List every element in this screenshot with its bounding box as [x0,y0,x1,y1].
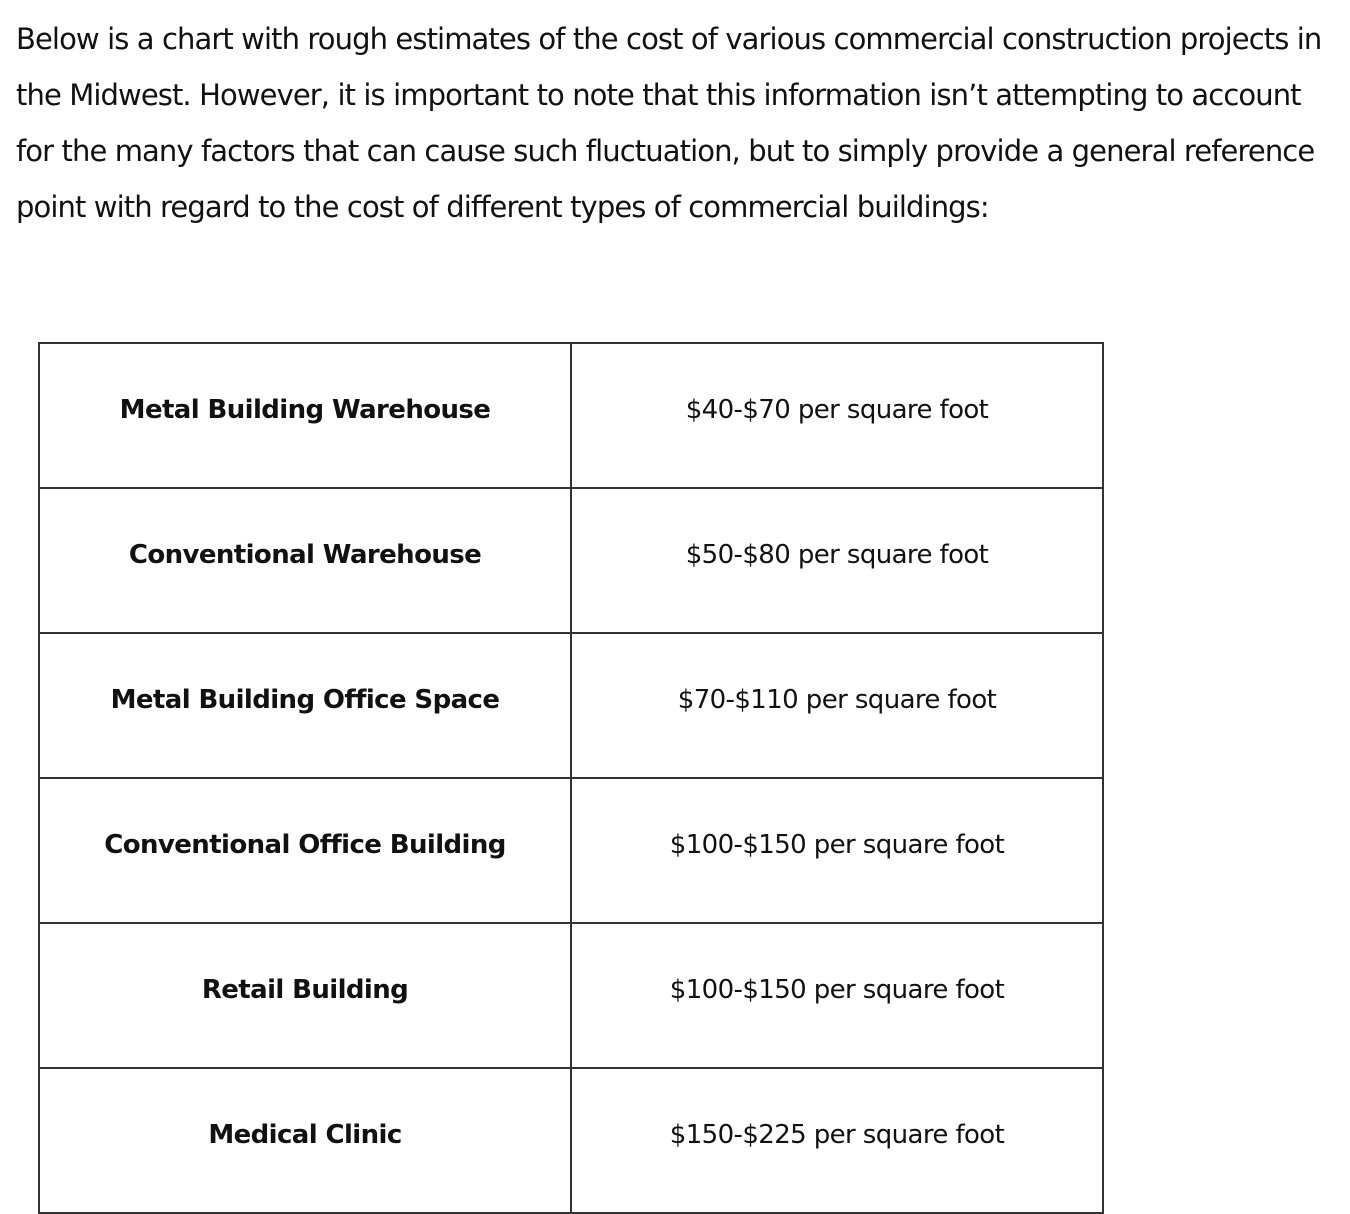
table-row [39,923,1103,1068]
building-type-cell: Medical Clinic [39,1068,571,1213]
table-row [39,488,1103,633]
cost-cell: $100-$150 per square foot [571,923,1103,1068]
building-type-cell: Conventional Office Building [39,778,571,923]
table-row [39,633,1103,778]
cost-cell: $50-$80 per square foot [571,488,1103,633]
cost-cell: $150-$225 per square foot [571,1068,1103,1213]
building-type-cell: Metal Building Warehouse [39,343,571,488]
table-row [39,1068,1103,1213]
building-type-cell: Metal Building Office Space [39,633,571,778]
cost-cell: $100-$150 per square foot [571,778,1103,923]
building-type-cell: Conventional Warehouse [39,488,571,633]
cost-cell: $40-$70 per square foot [571,343,1103,488]
table-row [39,343,1103,488]
building-type-cell: Retail Building [39,923,571,1068]
table-row [39,778,1103,923]
intro-paragraph: Below is a chart with rough estimates of the cost of various commercial construction projects in the Midwest. However, it is important to note that this information isn’t attempting to account for the many factors that can cause such fluctuation, but to simply provide a general reference point with regard to the cost of different types of commercial buildings: [16,22,1322,224]
cost-table [38,342,1104,1214]
cost-cell: $70-$110 per square foot [571,633,1103,778]
